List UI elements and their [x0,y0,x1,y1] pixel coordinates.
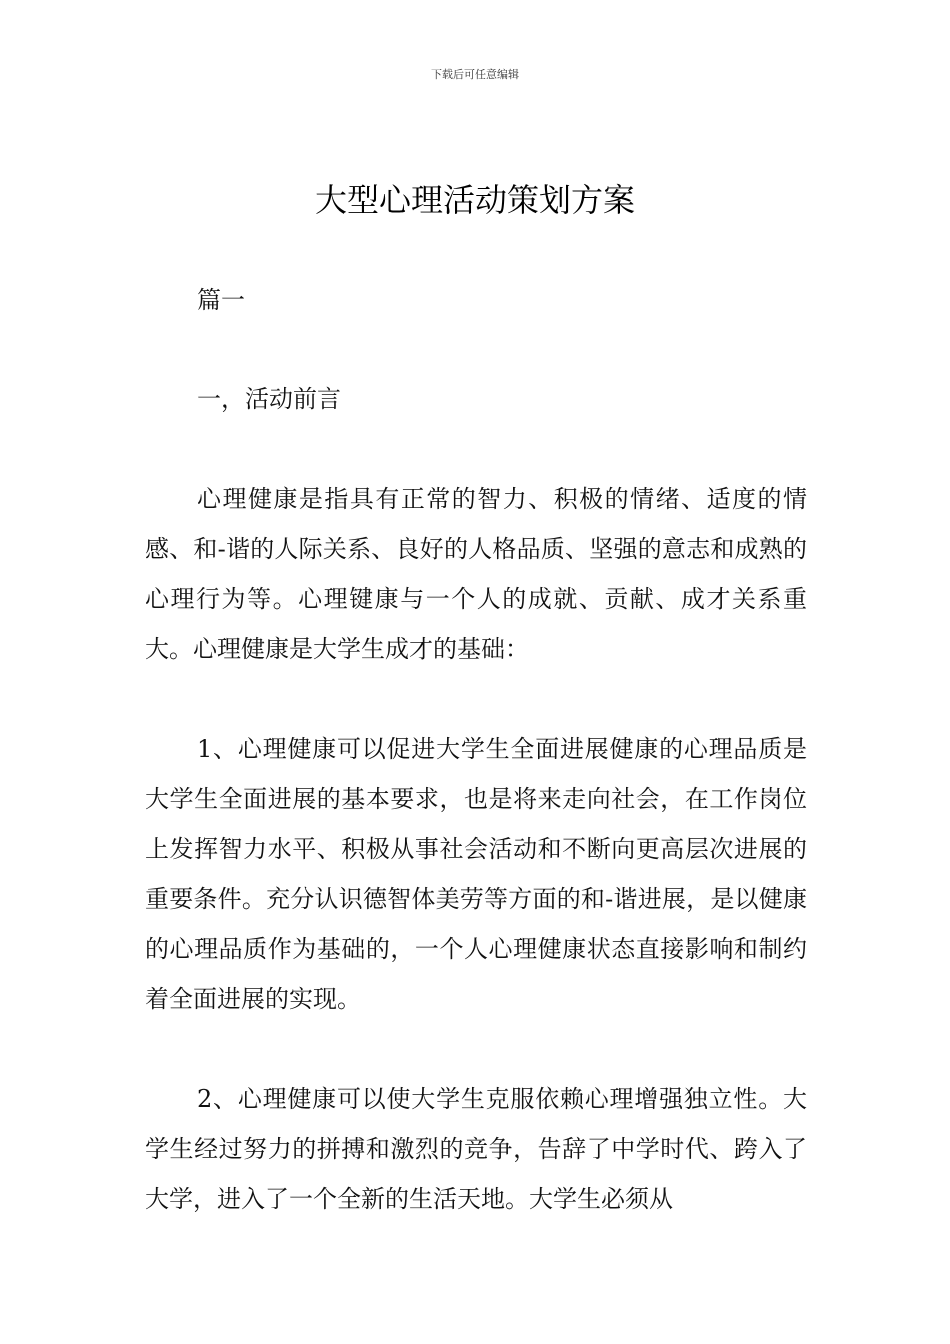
paragraph-point-2: 2、心理健康可以使大学生克服依赖心理增强独立性。大学生经过努力的拼搏和激烈的竞争，告辞了中学时代、跨入了大学，进入了一个全新的生活天地。大学生必须从 [145,1085,807,1213]
paragraph-intro: 心理健康是指具有正常的智力、积极的情绪、适度的情感、和-谐的人际关系、良好的人格品质、坚强的意志和成熟的心理行为等。心理键康与一个人的成就、贡献、成才关系重大。心理健康是大学生成才的基础： [145,485,807,663]
document-title: 大型心理活动策划方案 [314,181,635,219]
section-label: 篇一 [197,286,245,314]
section-heading: 一，活动前言 [197,385,341,413]
paragraph-point-1: 1、心理健康可以促进大学生全面进展健康的心理品质是大学生全面进展的基本要求，也是将来走向社会，在工作岗位上发挥智力水平、积极从事社会活动和不断向更高层次进展的重要条件。充分认识德智体美劳等方面的和-谐进展，是以健康的心理品质作为基础的，一个人心理健康状态直接影响和制约着全面进展的实现。 [145,735,807,1013]
header-note: 下载后可任意编辑 [431,68,519,81]
